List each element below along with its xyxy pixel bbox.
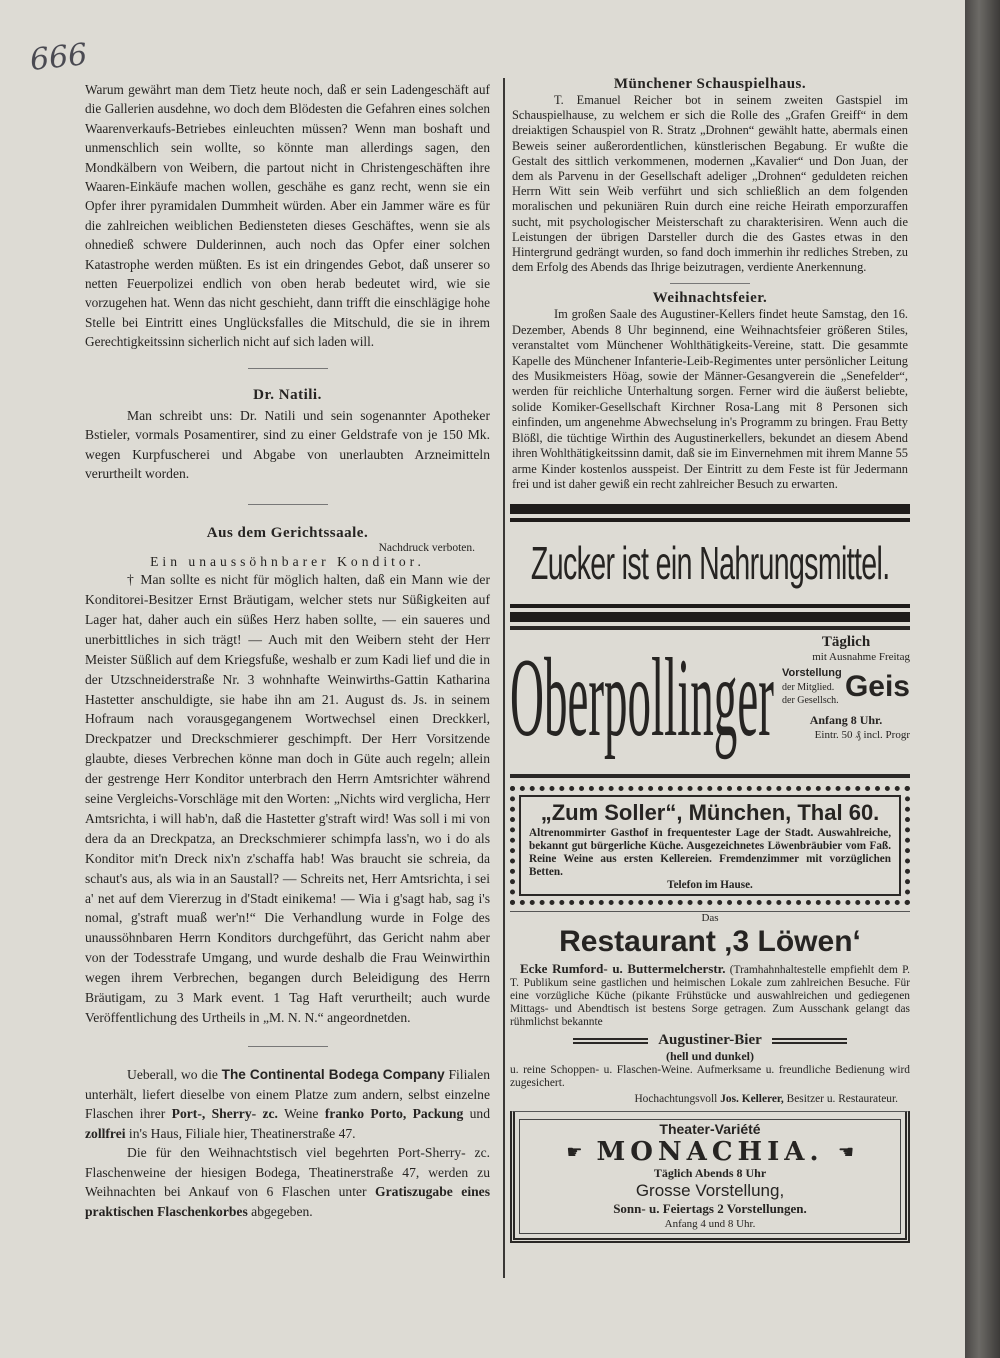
beer-line <box>510 1032 910 1049</box>
text: Filialen unterhält, liefert dieselbe von einem Platze zum andern, selbst einzelne Flaschen ihrer <box>85 1066 490 1122</box>
decor-bar <box>510 504 910 514</box>
zucker-slogan: Zucker ist ein Nahrungsmittel. <box>530 537 890 590</box>
loewen-text-2: u. reine Schoppen- u. Flaschen-Weine. Aufmerksame u. freundliche Bedienung wird zugesichert. <box>510 1064 910 1090</box>
text: abgegeben. <box>251 1204 313 1220</box>
text: Besitzer u. Restaurateur. <box>786 1093 898 1106</box>
text: Ueberall, wo die <box>127 1066 218 1082</box>
court-subtitle: Ein unaussöhnbarer Konditor. <box>150 554 425 570</box>
monachia-sunday: Sonn- u. Feiertags 2 Vorstellungen. <box>613 1201 807 1217</box>
natili-title: Dr. Natili. <box>253 386 322 403</box>
left-column <box>85 80 490 1222</box>
daily-label: Täglich <box>821 634 871 651</box>
loewen-title: Restaurant ‚3 Löwen‘ <box>559 925 861 959</box>
soller-ad <box>510 786 910 905</box>
monachia-daily: Täglich Abends 8 Uhr <box>653 1166 767 1181</box>
bodega-text-1 <box>85 1065 490 1143</box>
soller-text: Altrenommirter Gasthof in frequentester Lage der Stadt. Auswahlreiche, bekannt gut bürgerliche Küche. Ausgezeichnetes Löwenbräubier vom Faß. Reine Weine aus ersten Kellereien. Fremdenzimmer mit vorzüglichen Betten. <box>529 827 891 879</box>
bodega-company: The Continental Bodega Company <box>221 1066 445 1082</box>
pointing-hand-icon: ☛ <box>837 1141 854 1162</box>
bold-text: franko Porto, Packung <box>324 1106 464 1122</box>
text: (Tramhahnhaltestelle empfiehlt dem P. T. Publikum seine gastlichen und heimischen Lokale zum zahlreichen Besuche. Für eine vorzügliche Küche (pikante Frühstücke und auswahlreichen und gediegenen Mittags- und Abendtisch ist bestens Sorge getragen. Zum Ausschank gelangt das rühmlichst bekannte <box>510 964 910 1028</box>
bodega-text-2 <box>85 1143 490 1221</box>
right-column <box>510 76 910 1243</box>
zucker-ad <box>510 504 910 622</box>
das-label: Das <box>701 912 719 925</box>
monachia-start: Anfang 4 und 8 Uhr. <box>664 1218 756 1231</box>
entry-price: Eintr. 50 ₰ incl. Progr <box>814 729 910 742</box>
loewen-ad <box>510 911 910 1105</box>
oberpollinger-name-box <box>510 638 778 768</box>
decor-bar <box>510 612 910 622</box>
start-time: Anfang 8 Uhr. <box>809 713 883 728</box>
owner-name: Jos. Kellerer, <box>720 1093 784 1106</box>
column-divider <box>503 78 505 1278</box>
xmas-title: Weihnachtsfeier. <box>652 290 768 307</box>
signature <box>510 1093 910 1105</box>
oberpollinger-ad <box>510 626 910 778</box>
divider <box>248 504 328 505</box>
pointing-hand-icon: ☛ <box>566 1141 583 1162</box>
xmas-text: Im großen Saale des Augustiner-Kellers findet heute Samstag, den 16. Dezember, Abends 8 Uhr beginnend, eine Weihnachtsfeier größeren Stiles, veranstaltet vom Münchener Wohlthätigkeits-Vereine, statt. Die gesammte Kapelle des Münchener Infanterie-Leib-Regimentes unter persönlicher Leitung des Musikmeisters Höag, sowie der Männer-Gesangverein die „Senefelder“, werden für reichliche Unterhaltung sorgen. Ferner wird die äußerst beliebte, solide Komiker-Gesellschaft Kirchner Rosa-Lang mit 8 Personen sich einfinden, um angenehme Abwechselung in's Programm zu bringen. Frau Betty Blößl, die tüchtige Wirthin des Augustinerkellers, bekundet an diesem Abend ihren Wohlthätigkeitssinn damit, daß sie im Einvernehmen mit ihrem Manne 55 arme Kinder kostenlos ausspeist. Der Eintritt zu dem Feste ist für Jedermann frei und ist daher gewiß ein recht zahlreicher Besuch zu erwarten. <box>512 307 908 491</box>
court-text: † Man sollte es nicht für möglich halten, daß ein Mann wie der Konditorei-Besitzer Ernst Bräutigam, welcher stets nur Süßigkeiten auf Lager hat, daher auch ein süßes Herz haben sollte, — ein saueres und unerbittliches in sich trägt! — Auch mit den Weibern steht der Herr Meister Süßlich auf dem Kriegsfuße, weshalb er zum Kadi lief und die in der Utzschneiderstraße Nr. 3 wohnhafte Weinwirths-Gattin Katharina Hastetter anschuldigte, sie habe ihn am 21. August ds. Js. in seinem Hofraum nach vorausgegangenem Wortwechsel einen Dreckkerl, Dreckpatzer und Dreckschmierer geschimpft. Der Herr Vorsitzende glaubte, dieses Verbrechen könne man doch in Güte auch regeln; allein der gestrenge Herr Konditor unterbrach den Herrn Amtsrichter während seine Vergleichs-Vorschläge mit den Worten: „Nichts wird verglicha, Herr Amtsrichta, i will hab'n, daß die Hastetter g'straft wird! Was soll i mi von dera da an Dreckpatza, an Dreckschmierer schimpfa lass'n, wo i do als Konditor mit'n Dreck nix'n z'schaffa hab! Was braucht sie schreia, da schaut's aus, als wia in an Saustall? — Schreits net, Herr Amtsrichta, i sei a' net auf dem Viererzug in d'Stadt einikema! — Wia i g'sagt hab, sag i's nomal, g'straft muaß wer'n!“ Die Verhandlung wurde in Folge des unaussöhnbaren Herrn Konditors durchgeführt, das Gericht nahm aber von der Todesstrafe Umgang, und wurde deshalb die Frau Weinwirthin wegen ihrem Verbrechen, begangen durch Beleidigung des Herrn Bräutigam, zu 3 Mark event. 1 Tag Haft verurtheilt; auch wurde Veröffentlichung des Urtheils in „M. N. N.“ angeordnetden. <box>85 572 490 1025</box>
soller-phone: Telefon im Hause. <box>667 879 753 892</box>
text: und <box>469 1106 490 1122</box>
court-note: Nachdruck verboten. <box>378 542 475 555</box>
geis-label: Geis <box>844 669 910 703</box>
divider <box>248 368 328 369</box>
text: Die für den Weihnachtstisch viel begehrten Port-Sherry- zc. Flaschenweine der hiesigen Bodega, Theatinerstraße 47, werden zu Weihnachten bei Ankauf von 6 Flaschen unter <box>85 1145 490 1200</box>
natili-text: Man schreibt uns: Dr. Natili und sein sogenannter Apotheker Bstieler, vormals Posamentirer, sind zu einer Geldstrafe von je 150 Mk. wegen Kurpfuscherei und Abgabe von unerlaubten Arzneimitteln verurtheilt worden. <box>85 407 490 482</box>
show-row <box>782 666 910 707</box>
divider <box>670 283 750 284</box>
members-label: der Mitglied. <box>782 682 835 694</box>
zucker-slogan-box <box>510 522 910 604</box>
text: Weine <box>284 1106 319 1122</box>
theater-title: Münchener Schauspielhaus. <box>613 76 807 92</box>
show-labels <box>782 666 842 707</box>
monachia-ad <box>510 1111 910 1243</box>
loewen-text <box>510 963 910 1028</box>
beer-sub: (hell und dunkel) <box>665 1049 755 1064</box>
divider <box>248 1046 328 1047</box>
address: Ecke Rumford- u. Buttermelcherstr. <box>520 961 726 977</box>
page-edge <box>965 0 1000 1358</box>
soller-title: „Zum Soller“, München, Thal 60. <box>540 800 880 826</box>
beer-name: Augustiner-Bier <box>658 1032 762 1049</box>
monachia-show: Grosse Vorstellung, <box>635 1181 785 1201</box>
show-label: Vorstellung <box>782 667 842 680</box>
decor-lines <box>573 1038 648 1044</box>
bold-text: Gratiszugabe eines praktischen Flaschenkorbes <box>85 1184 490 1220</box>
bold-text: zollfrei <box>85 1125 126 1141</box>
tietz-article: Warum gewährt man dem Tietz heute noch, daß er sein Ladengeschäft auf die Gallerien ausdehne, wo doch dem Blödesten die Gefahren eines solchen Waarenverkaufs-Betriebes einleuchten müssen? Wenn man boshaft und unmenschlich sein wollte, so könnte man allerdings sagen, den Mondkälbern von Weibern, die partout nicht in Christengeschäften ihre Waaren-Einkäufe machen wollen, geschähe es ganz recht, wenn sie ein Opfer ihrer pyramidalen Dummheit würden. Aber ein Jammer wäre es für die zahlreichen weiblichen Bediensteten dieses Geschäftes, wenn sie als ohnedieß schwere Dulderinnen, auch noch das Opfer einer solchen Katastrophe werden müßten. Es ist ein dringendes Gebot, daß unserer so netten Feuerpolizei endlich von oben herab bedeutet wird, wie sie vorzugehen hat. Wenn das nicht geschieht, dann trifft die einschlägige hohe Stelle bei Eintritt eines Unglücksfalles die Mitschuld, die sie in ihrem Gerechtigkeitssinn sicherlich nicht auf sich laden will. <box>85 82 490 350</box>
monachia-pre: Theater-Variété <box>659 1121 761 1138</box>
court-title: Aus dem Gerichtssaale. <box>206 525 369 542</box>
theater-text: T. Emanuel Reicher bot in seinem zweiten Gastspiel im Schauspielhause, zu welchem er sich die Rolle des „Grafen Greiff“ in dem dreiaktigen Schauspiel von R. Stratz „Drohnen“ gewählt hatte, abermals einen Beweis seiner außerordentlichen, künstlerischen Begabung. Er wußte die Gestalt des sittlich verkommenen, modernen „Kavalier“ und Don Juan, der dem als Parvenu in der Gesellschaft adeliger „Drohnen“ geduldeten reichen Herrn Witt sein Weib verführt und sich schließlich an dem folgenden moralischen und pekuniären Ruin durch eine reiche Heirath emporzuraffen sucht, mit psychologischer Meisterschaft zu charakterisiren. Wenn auch die Leistungen der übrigen Darsteller durch die des Gastes etwas in den Hintergrund gedrängt wurden, so fand doch immerhin ihr redliches Streben, zu dem Erfolg des Abends das Ihrige beizutragen, verdiente Anerkennung. <box>512 93 908 275</box>
text: in's Haus, Filiale hier, Theatinerstraße 47. <box>128 1125 356 1141</box>
monachia-name: MONACHIA. <box>596 1137 824 1168</box>
text: Hochachtungsvoll <box>634 1093 718 1106</box>
society-label: der Gesellsch. <box>782 695 839 707</box>
decor-lines <box>772 1038 847 1044</box>
oberpollinger-info <box>782 634 910 742</box>
handwritten-page-number: 666 <box>28 37 89 78</box>
except-label: mit Ausnahme Freitag <box>812 651 910 664</box>
bold-text: Port-, Sherry- zc. <box>171 1106 278 1122</box>
oberpollinger-name: Oberpollinger <box>510 638 774 761</box>
